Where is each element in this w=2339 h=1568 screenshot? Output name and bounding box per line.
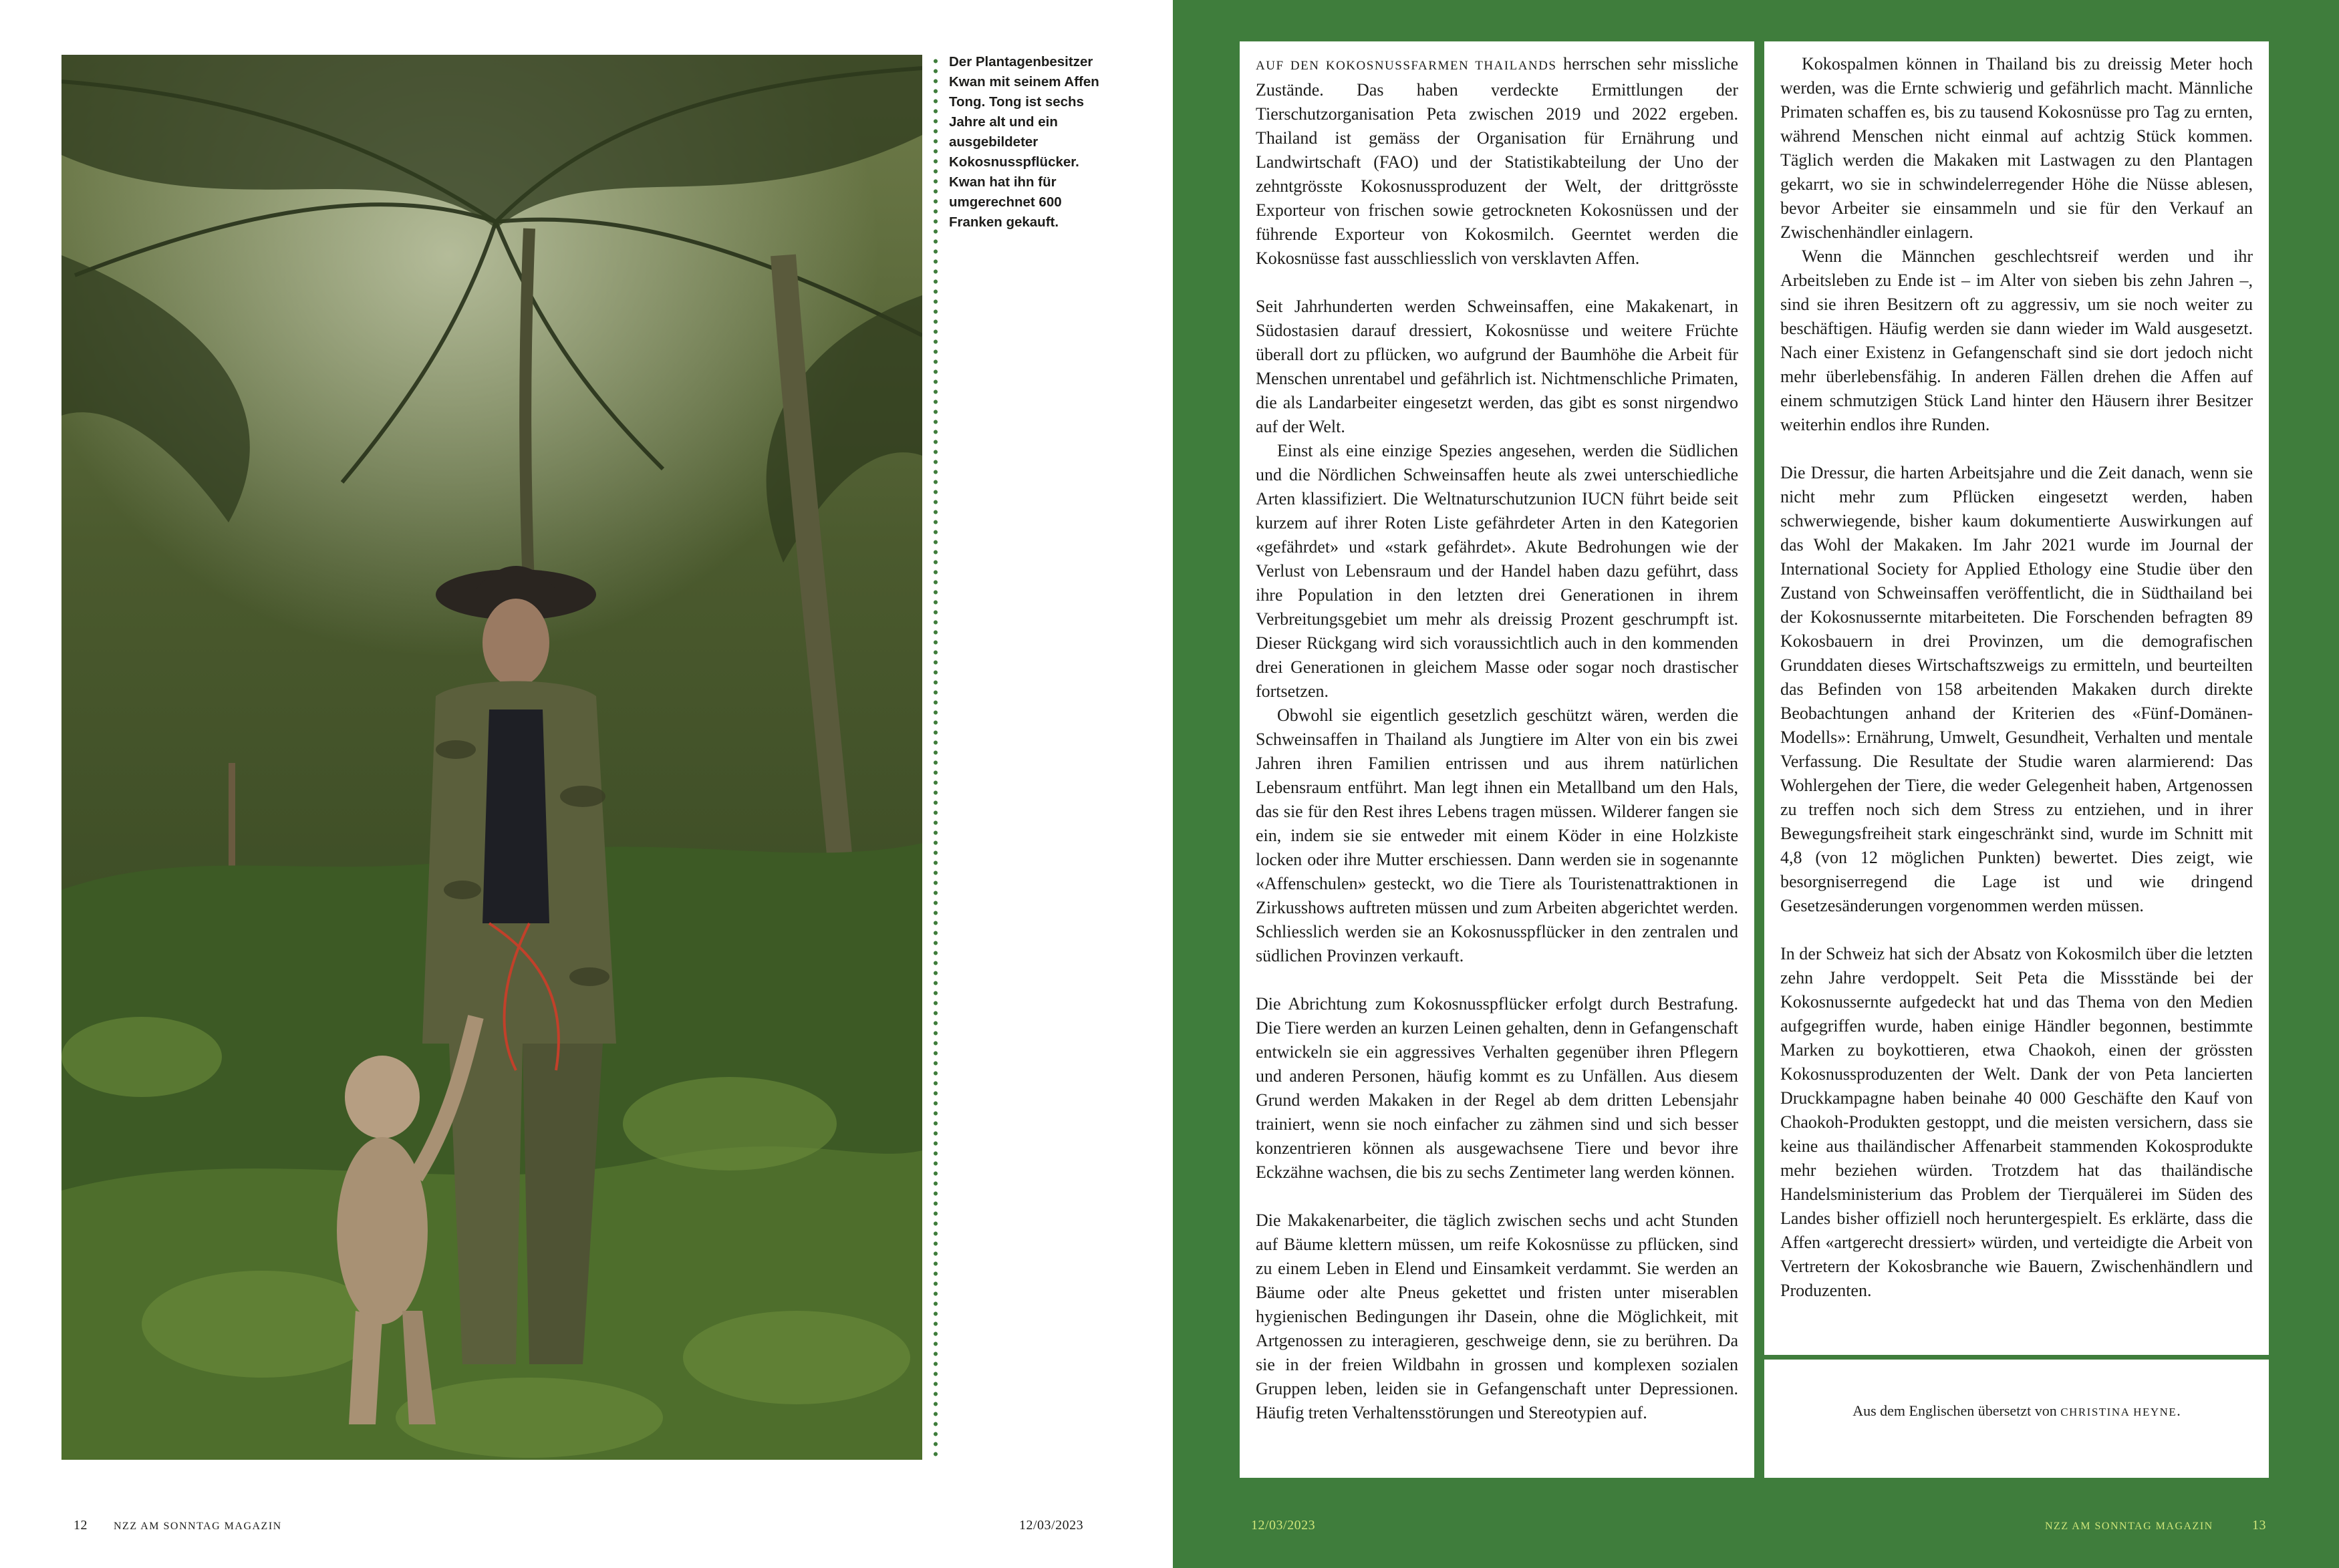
paragraph-1: AUF DEN KOKOSNUSSFARMEN THAILANDS herrschen sehr missliche Zustände. Das haben verdeckte Ermittlungen der Tierschutzorganisation Peta zwischen 2019 und 2022 ergeben. Thailand ist gemäss der Organisation für Ernährung und Landwirtschaft (FAO) und der Statistikabteilung der Uno der zehntgrösste Kokosnussproduzent der Welt, der drittgrösste Exporteur von frischen sowie getrockneten Kokosnüssen und der führende Exporteur von Kokosmilch. Geerntet werden die Kokosnüsse fast ausschliesslich von versklavten Affen. (1256, 54, 1738, 268)
date-left: 12/03/2023 (1019, 1518, 1084, 1533)
paragraph-10: In der Schweiz hat sich der Absatz von Kokosmilch über die letzten zehn Jahre verdoppelt. Seit Peta die Missstände bei der Kokosnussernte aufgedeckt hat und das Thema von den Medien aufgegriffen wurde, haben einige Händler begonnen, bestimmte Marken zu boykottieren, etwa Chaokoh, einen der grössten Kokosnussproduzenten der Welt. Dank der von Peta lancierten Druckkampagne haben beinahe 40 000 Geschäfte den Kauf von Chaokoh-Produkten gestoppt, und die meisten versichern, dass sie keine aus thailändischer Affenarbeit stammenden Kokosprodukte mehr beziehen würden. Trotzdem hat das thailändische Handelsministerium das Problem der Tierquälerei im Süden des Landes bisher offiziell noch heruntergespielt. Es erklärte, dass die Affen «artgerecht dressiert» würden, und verteidigte die Arbeit von Vertretern der Kokosbranche wie Bauern, Zwischenhändlern und Produzenten. (1780, 944, 2253, 1300)
page-number-left: 12 (74, 1518, 88, 1533)
photo-illustration (61, 55, 922, 1460)
paragraph-3: Einst als eine einzige Spezies angesehen, werden die Südlichen und die Nördlichen Schweinsaffen heute als zwei unterschiedliche Arten klassifiziert. Die Weltnaturschutzunion IUCN führt beide seit kurzem auf ihrer Roten Liste gefährdeter Arten in den Kategorien «gefährdet» und «stark gefährdet». Akute Bedrohungen wie der Verlust von Lebensraum und der Handel haben dazu geführt, dass ihre Population in den letzten drei Generationen in ihrem Verbreitungsgebiet um mehr als dreissig Prozent geschrumpft ist. Dieser Rückgang wird sich voraussichtlich auch in den kommenden drei Generationen in gleichem Masse oder sogar noch drastischer fortsetzen. (1256, 441, 1738, 701)
paragraph-9: Die Dressur, die harten Arbeitsjahre und die Zeit danach, wenn sie nicht mehr zum Pflücken eingesetzt werden, haben schwerwiegende, bisher kaum dokumentierte Auswirkungen auf das Wohl der Makaken. Im Jahr 2021 wurde im Journal der International Society for Applied Ethology eine Studie über den Zustand von Schweinsaffen veröffentlicht, die in Südthailand bei der Kokosnussernte mitarbeiteten. Die Forschenden befragten 89 Kokosbauern in drei Provinzen, um die demografischen Grunddaten dieses Wirtschaftszweigs zu ermitteln, und beurteilten das Befinden von 158 arbeitenden Makaken durch direkte Beobachtungen anhand der Kriterien des «Fünf-Domänen-Modells»: Ernährung, Umwelt, Gesundheit, Verhalten und mentale Verfassung. Die Resultate der Studie waren alarmierend: Das Wohlergehen der Tiere, die weder Gelegenheit haben, Artgenossen zu treffen noch sich dem Stress zu entziehen, und in ihrer Bewegungsfreiheit stark eingeschränkt sind, wurde im Schnitt mit 4,8 (von 12 möglichen Punkten) bewertet. Dies zeigt, wie besorgniserregend die Lage ist und wie dringend Gesetzesänderungen vorgenommen werden müssen. (1780, 463, 2253, 915)
article-column-2 (1764, 41, 2269, 1355)
article-photo (61, 55, 922, 1460)
magazine-name-right: NZZ AM SONNTAG MAGAZIN (2045, 1521, 2213, 1532)
date-right: 12/03/2023 (1251, 1518, 1316, 1533)
paragraph-5: Die Abrichtung zum Kokosnusspflücker erfolgt durch Bestrafung. Die Tiere werden an kurzen Leinen gehalten, denn in Gefangenschaft entwickeln sie ein aggressives Verhalten gegenüber ihren Pflegern und anderen Personen, häufig kommt es zu Unfällen. Aus diesem Grund werden Makaken in der Regel ab dem dritten Lebensjahr trainiert, wenn sie noch einfacher zu zähmen sind und sich besser konzentrieren können als ausgewachsene Tiere und bevor ihre Eckzähne wachsen, die bis zu sechs Zentimeter lang werden können. (1256, 994, 1738, 1182)
paragraph-8: Wenn die Männchen geschlechtsreif werden und ihr Arbeitsleben zu Ende ist – im Alter von sieben bis zehn Jahren –, sind sie ihren Besitzern oft zu aggressiv, um sie noch weiter zu beschäftigen. Häufig werden sie dann wieder im Wald ausgesetzt. Nach einer Existenz in Gefangenschaft sind sie dort jedoch nicht mehr überlebensfähig. In anderen Fällen drehen die Affen auf einem schmutzigen Stück Land hinter den Häusern ihrer Besitzer weiterhin endlos ihre Runden. (1780, 247, 2253, 434)
lead-in: AUF DEN KOKOSNUSSFARMEN THAILANDS (1256, 59, 1557, 73)
translator-credit-box (1764, 1360, 2269, 1478)
paragraph-7: Kokospalmen können in Thailand bis zu dreissig Meter hoch werden, was die Ernte schwierig und gefährlich macht. Männliche Primaten schaffen es, bis zu tausend Kokosnüsse pro Tag zu ernten, während Menschen nicht einmal auf achtzig Stück kommen. Täglich werden die Makaken mit Lastwagen zu den Plantagen gekarrt, wo sie in schwindelerregender Höhe die Nüsse ablesen, bevor Arbeiter sie einsammeln und sie für den Verkauf an Zwischenhändler einlagern. (1780, 54, 2253, 242)
translator-credit: Aus dem Englischen übersetzt von CHRISTINA HEYNE. (1852, 1402, 2181, 1419)
paragraph-4: Obwohl sie eigentlich gesetzlich geschützt wären, werden die Schweinsaffen in Thailand als Jungtiere im Alter von ein bis zwei Jahren ihren Familien entrissen und aus ihrem natürlichen Lebensraum entführt. Man legt ihnen ein Metallband um den Hals, das sie für den Rest ihres Lebens tragen müssen. Wilderer fangen sie ein, indem sie sie entweder mit einem Köder in eine Holzkiste locken oder ihre Mutter erschiessen. Dann werden sie in sogenannte «Affenschulen» gesteckt, wo die Tiere als Touristenattraktionen in Zirkusshows auftreten müssen und zum Arbeiten abgerichtet werden. Schliesslich werden sie an Kokosnusspflücker in den zentralen und südlichen Provinzen verkauft. (1256, 705, 1738, 965)
dotted-divider (934, 56, 938, 1462)
article-column-1 (1240, 41, 1754, 1478)
photo-caption: Der Plantagenbesitzer Kwan mit seinem Affen Tong. Tong ist sechs Jahre alt und ein ausgebildeter Kokosnusspflücker. Kwan hat ihn für umgerechnet 600 Franken gekauft. (949, 54, 1099, 230)
paragraph-2: Seit Jahrhunderten werden Schweinsaffen, eine Makakenart, in Südostasien darauf dressiert, Kokosnüsse und weitere Früchte überall dort zu pflücken, wo aufgrund der Baumhöhe die Arbeit für Menschen unrentabel und gefährlich ist. Nichtmenschliche Primaten, die als Landarbeiter eingesetzt werden, das gibt es sonst nirgendwo auf der Welt. (1256, 297, 1738, 436)
paragraph-6: Die Makakenarbeiter, die täglich zwischen sechs und acht Stunden auf Bäume klettern müssen, um reife Kokosnüsse zu pflücken, sind zu einem Leben in Elend und Einsamkeit verdammt. Sie werden an Bäume oder alte Pneus gekettet und fristen unter miserablen hygienischen Bedingungen ihr Dasein, ohne die Möglichkeit, mit Artgenossen zu interagieren, geschweige denn, sie zu berühren. Da sie in der freien Wildbahn in grossen und komplexen sozialen Gruppen leben, leiden sie in Gefangenschaft unter Depressionen. Häufig treten Verhaltensstörungen und Stereotypien auf. (1256, 1211, 1738, 1422)
page-number-right: 13 (2252, 1518, 2266, 1533)
magazine-name-left: NZZ AM SONNTAG MAGAZIN (114, 1521, 282, 1532)
